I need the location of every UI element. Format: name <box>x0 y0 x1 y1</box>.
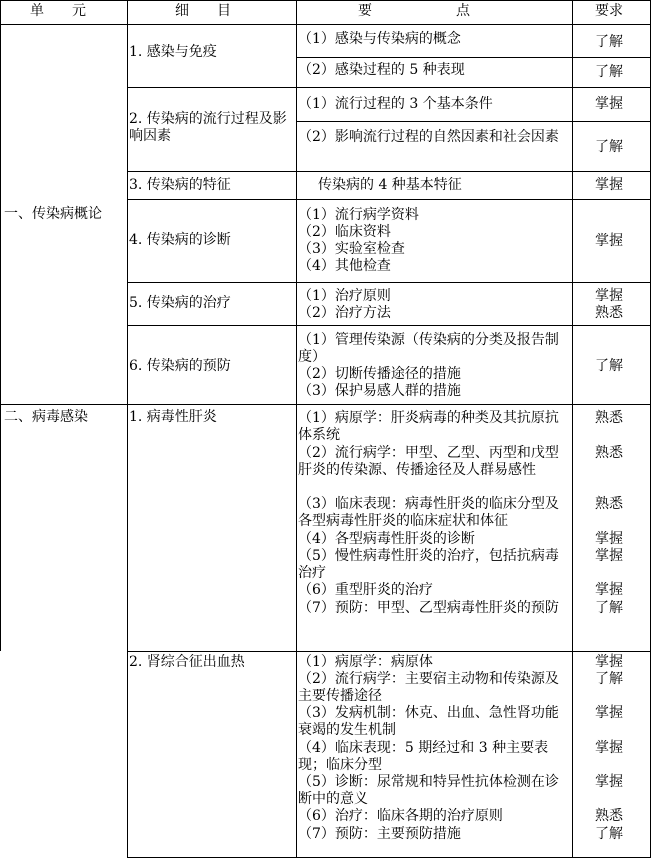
detail-cell: 6. 传染病的预防 <box>129 358 231 374</box>
column-divider <box>296 0 297 858</box>
column-divider <box>127 0 128 858</box>
unit-cell: 二、病毒感染 <box>4 409 88 425</box>
requirement-value: 熟悉 <box>595 305 623 321</box>
requirement-value: 了解 <box>595 64 623 80</box>
requirement-value: 熟悉 <box>595 445 623 461</box>
requirement-value: 掌握 <box>595 582 623 598</box>
point-item: （4）临床表现：5 期经过和 3 种主要表现；临床分型 <box>298 740 549 773</box>
requirement-value: 掌握 <box>595 177 623 193</box>
point-item: （4）各型病毒性肝炎的诊断 <box>298 531 475 547</box>
point-item: （1）流行病学资料 <box>298 207 419 223</box>
detail-cell: 1. 感染与免疫 <box>129 44 217 60</box>
point-item: （2）影响流行过程的自然因素和社会因素 <box>298 129 559 145</box>
requirement-value: 熟悉 <box>595 808 623 824</box>
requirement-value: 熟悉 <box>595 496 623 512</box>
divider <box>296 121 651 122</box>
requirement-value: 掌握 <box>595 774 623 790</box>
point-item: （6）重型肝炎的治疗 <box>298 582 433 598</box>
point-item: （4）其他检查 <box>298 258 391 274</box>
point-item: （7）预防：甲型、乙型病毒性肝炎的预防 <box>298 600 559 616</box>
detail-cell: 4. 传染病的诊断 <box>129 232 231 248</box>
requirement-value: 了解 <box>595 671 623 687</box>
point-item: （2）流行病学：主要宿主动物和传染源及主要传播途径 <box>298 671 559 704</box>
point-item: （2）治疗方法 <box>298 305 391 321</box>
divider <box>0 404 651 405</box>
detail-cell: 3. 传染病的特征 <box>129 177 231 193</box>
point-item: （5）诊断：尿常规和特异性抗体检测在诊断中的意义 <box>298 774 559 807</box>
requirement-value: 掌握 <box>595 654 623 670</box>
header-detail: 细 目 <box>175 3 231 19</box>
point-item: （1）感染与传染病的概念 <box>298 31 461 47</box>
requirement-value: 熟悉 <box>595 410 623 426</box>
border-top <box>0 0 651 1</box>
point-item: （2）临床资料 <box>298 224 391 240</box>
point-item: （3）发病机制：休克、出血、急性肾功能衰竭的发生机制 <box>298 705 559 738</box>
detail-cell: 2. 肾综合征出血热 <box>129 654 245 670</box>
requirement-value: 了解 <box>595 600 623 616</box>
point-item: （7）预防：主要预防措施 <box>298 826 461 842</box>
requirement-value: 了解 <box>595 358 623 374</box>
detail-cell: 1. 病毒性肝炎 <box>129 409 217 425</box>
header-unit: 单 元 <box>30 3 86 19</box>
border-left <box>0 0 1 651</box>
point-item: （1）病原学：病原体 <box>298 654 433 670</box>
point-item: （3）保护易感人群的措施 <box>298 383 461 399</box>
unit-cell: 一、传染病概论 <box>4 206 102 222</box>
divider <box>296 57 651 58</box>
column-divider <box>572 0 573 858</box>
point-item: （1）流行过程的 3 个基本条件 <box>298 96 493 112</box>
point-item: （3）实验室检查 <box>298 241 405 257</box>
requirement-value: 了解 <box>595 139 623 155</box>
requirement-value: 了解 <box>595 826 623 842</box>
point-item: （6）治疗：临床各期的治疗原则 <box>298 808 503 824</box>
point-item: （3）临床表现：病毒性肝炎的临床分型及各型病毒性肝炎的临床症状和体征 <box>298 496 559 529</box>
detail-cell: 2. 传染病的流行过程及影响因素 <box>129 111 287 144</box>
requirement-value: 掌握 <box>595 740 623 756</box>
point-item: （2）流行病学：甲型、乙型、丙型和戊型肝炎的传染源、传播途径及人群易感性 <box>298 445 559 478</box>
requirement-value: 掌握 <box>595 548 623 564</box>
point-item: 传染病的 4 种基本特征 <box>318 177 462 193</box>
point-item: （1）管理传染源（传染病的分类及报告制度） <box>298 332 559 365</box>
point-item: （1）病原学：肝炎病毒的种类及其抗原抗体系统 <box>298 410 559 443</box>
requirement-value: 掌握 <box>595 233 623 249</box>
point-item: （5）慢性病毒性肝炎的治疗，包括抗病毒治疗 <box>298 548 559 581</box>
point-item: （2）切断传播途径的措施 <box>298 366 461 382</box>
point-item: （1）治疗原则 <box>298 288 391 304</box>
requirement-value: 掌握 <box>595 96 623 112</box>
header-points: 要 点 <box>358 3 470 19</box>
requirement-value: 掌握 <box>595 705 623 721</box>
header-requirement: 要求 <box>595 3 623 19</box>
requirement-value: 掌握 <box>595 288 623 304</box>
header-separator <box>0 24 651 25</box>
requirement-value: 掌握 <box>595 531 623 547</box>
point-item: （2）感染过程的 5 种表现 <box>298 62 465 78</box>
detail-cell: 5. 传染病的治疗 <box>129 295 231 311</box>
requirement-value: 了解 <box>595 34 623 50</box>
